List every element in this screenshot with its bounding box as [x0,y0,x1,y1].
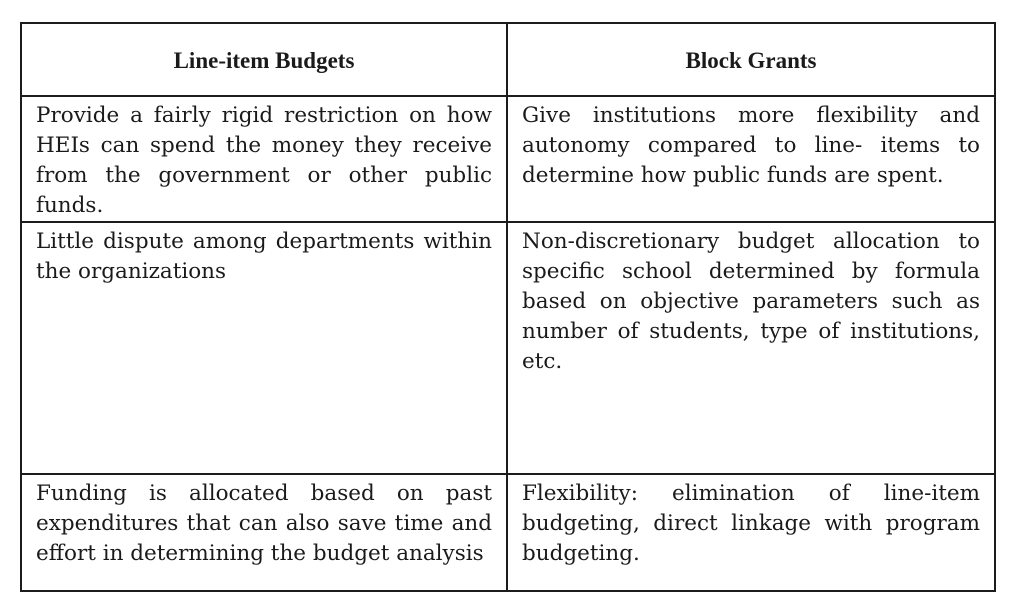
header-block-grants: Block Grants [507,23,995,96]
table-header [21,23,995,96]
table-cell-block-grant: Flexibility: elimination of line-item budgeting, direct linkage with program budgeting. [507,474,995,591]
header-line-item-budgets: Line-item Budgets [21,23,507,96]
table-row [21,96,995,222]
table-cell-line-item: Funding is allocated based on past expenditures that can also save time and effort in determining the budget analysis [21,474,507,591]
table-row [21,474,995,591]
header-row [21,23,995,96]
table-body [21,96,995,591]
table-cell-line-item: Provide a fairly rigid restriction on how HEIs can spend the money they receive from the government or other public funds. [21,96,507,222]
table-cell-block-grant: Non-discretionary budget allocation to specific school determined by formula based on objective parameters such as number of students, type of institutions, etc. [507,222,995,474]
table-row [21,222,995,474]
table-cell-line-item: Little dispute among departments within the organizations [21,222,507,474]
table-cell-block-grant: Give institutions more flexibility and autonomy compared to line- items to determine how public funds are spent. [507,96,995,222]
comparison-table [20,22,996,592]
